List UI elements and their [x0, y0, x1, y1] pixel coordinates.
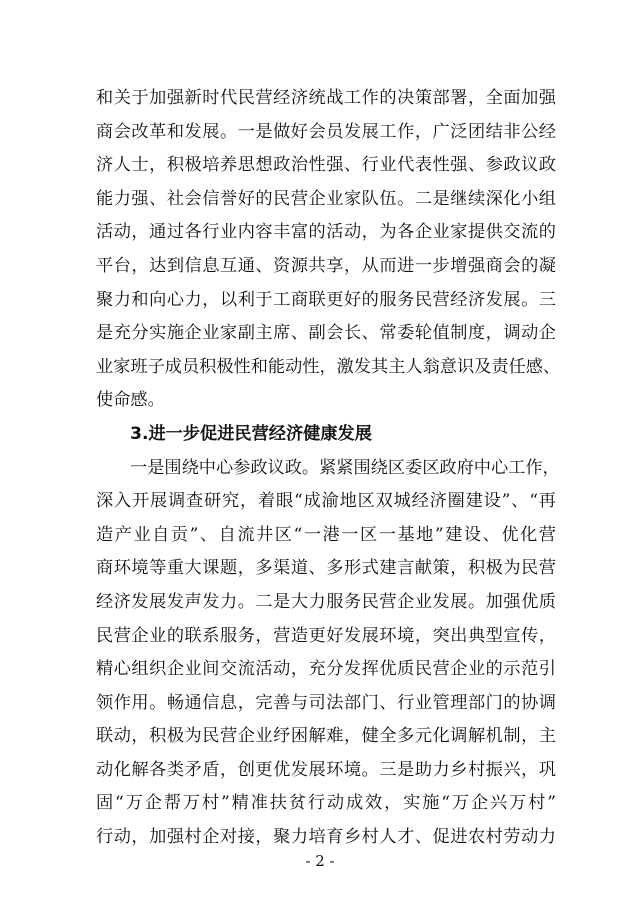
text-line: 济人士，积极培养思想政治性强、行业代表性强、参政议政 [96, 155, 556, 176]
text-line: 联动，积极为民营企业纾困解难，健全多元化调解机制，主 [96, 726, 556, 747]
text-line: 是充分实施企业家副主席、副会长、常委轮值制度，调动企 [96, 323, 556, 344]
text-line: 动化解各类矛盾，创更优发展环境。三是助力乡村振兴，巩 [96, 759, 556, 780]
page-number: - 2 - [305, 852, 335, 870]
text-line: 能力强、社会信誉好的民营企业家队伍。二是继续深化小组 [96, 188, 556, 209]
text-line: 固“万企帮万村”精准扶贫行动成效，实施“万企兴万村” [96, 793, 556, 814]
text-line: 聚力和向心力，以利于工商联更好的服务民营经济发展。三 [96, 289, 556, 310]
body-text [96, 82, 561, 855]
text-line: 业家班子成员积极性和能动性，激发其主人翁意识及责任感、 [96, 356, 561, 377]
text-line: 造产业自贡”、自流井区“一港一区一基地”建设、优化营 [96, 524, 556, 545]
text-line: 商环境等重大课题，多渠道、多形式建言献策，积极为民营 [96, 558, 556, 579]
text-line: 经济发展发声发力。二是大力服务民营企业发展。加强优质 [96, 591, 556, 612]
text-line: 民营企业的联系服务，营造更好发展环境，突出典型宣传， [96, 625, 556, 646]
text-line: 一是围绕中心参政议政。紧紧围绕区委区政府中心工作， [130, 457, 560, 478]
text-line: 行动，加强村企对接，聚力培育乡村人才、促进农村劳动力 [96, 827, 556, 848]
section-heading: 3.进一步促进民营经济健康发展 [130, 423, 372, 444]
text-line: 使命感。 [96, 390, 165, 411]
text-line: 深入开展调查研究，着眼“成渝地区双城经济圈建设”、“再 [96, 491, 556, 512]
text-line: 精心组织企业间交流活动，充分发挥优质民营企业的示范引 [96, 659, 556, 680]
text-line: 活动，通过各行业内容丰富的活动，为各企业家提供交流的 [96, 222, 556, 243]
text-line: 商会改革和发展。一是做好会员发展工作，广泛团结非公经 [96, 121, 556, 142]
text-line: 平台，达到信息互通、资源共享，从而进一步增强商会的凝 [96, 255, 556, 276]
text-line: 领作用。畅通信息，完善与司法部门、行业管理部门的协调 [96, 692, 556, 713]
text-line: 和关于加强新时代民营经济统战工作的决策部署，全面加强 [96, 88, 556, 108]
